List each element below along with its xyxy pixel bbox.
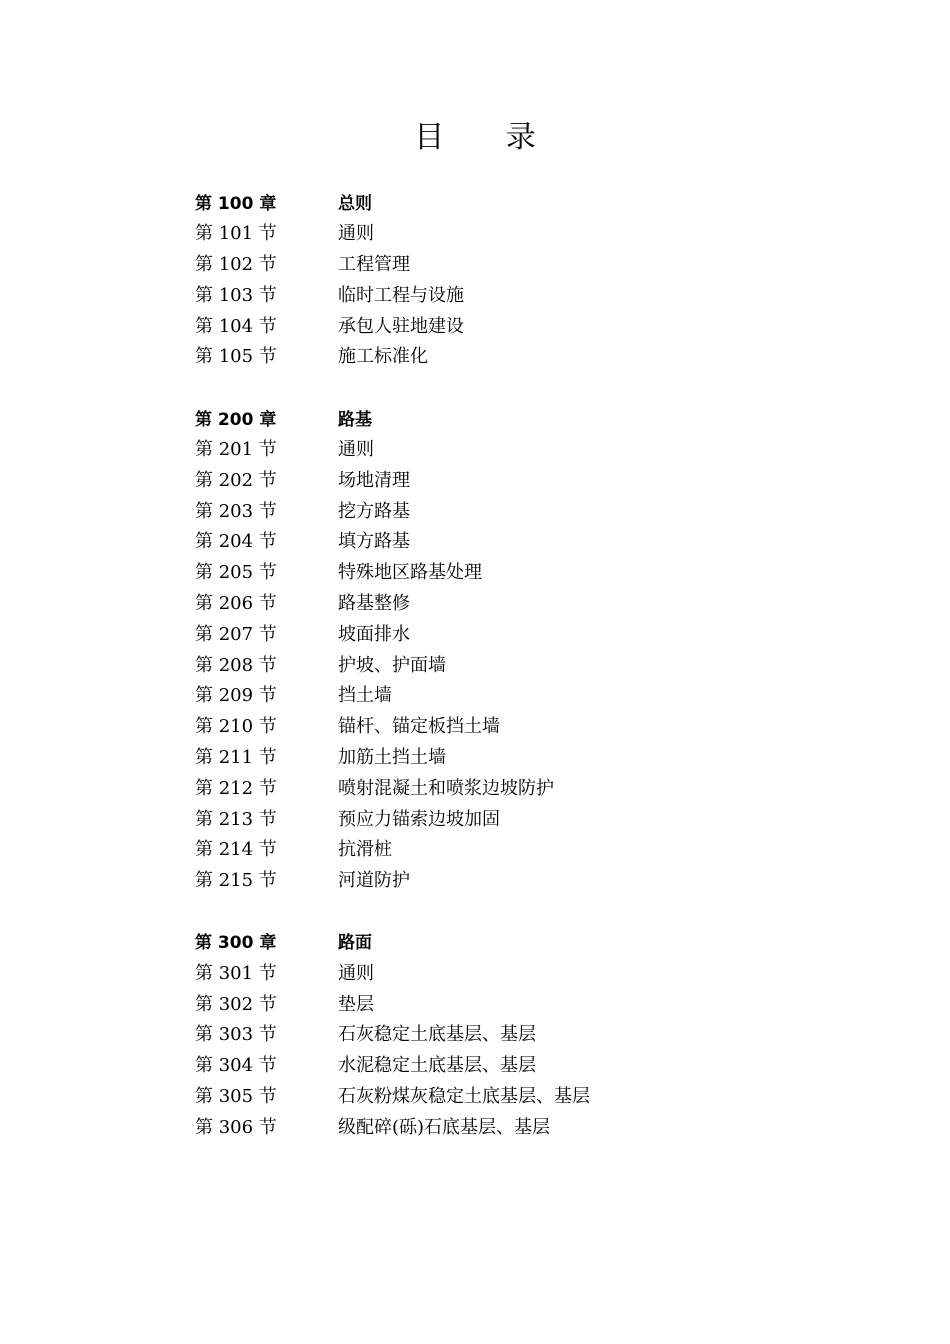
section-name: 喷射混凝土和喷浆边坡防护: [338, 777, 554, 799]
chapter-heading[interactable]: [195, 186, 795, 217]
chapter-200: [195, 402, 795, 895]
section-name: 场地清理: [338, 469, 410, 491]
section-number: 第 203 节: [195, 500, 277, 522]
chapter-number: 第 100 章: [195, 193, 277, 214]
section-name: 水泥稳定土底基层、基层: [338, 1055, 536, 1077]
table-of-contents: [195, 186, 795, 1172]
section-number: 第 102 节: [195, 253, 277, 275]
section-number: 第 201 节: [195, 438, 277, 460]
page-title: 目 录: [414, 120, 562, 155]
section-name: 挡土墙: [338, 685, 392, 707]
section-number: 第 211 节: [195, 746, 277, 768]
chapter-heading[interactable]: [195, 402, 795, 433]
section-number: 第 206 节: [195, 592, 277, 614]
section-name: 挖方路基: [338, 500, 410, 522]
section-number: 第 204 节: [195, 531, 277, 553]
section-number: 第 213 节: [195, 808, 277, 830]
section-name: 石灰稳定土底基层、基层: [338, 1024, 536, 1046]
section-name: 特殊地区路基处理: [338, 562, 482, 584]
toc-entry[interactable]: [195, 710, 795, 741]
section-name: 工程管理: [338, 253, 410, 275]
section-name: 路基整修: [338, 592, 410, 614]
toc-entry[interactable]: [195, 1018, 795, 1049]
toc-entry[interactable]: [195, 1080, 795, 1111]
toc-entry[interactable]: [195, 556, 795, 587]
section-name: 承包人驻地建设: [338, 315, 464, 337]
section-name: 抗滑桩: [338, 839, 392, 861]
section-number: 第 205 节: [195, 562, 277, 584]
section-name: 护坡、护面墙: [338, 654, 446, 676]
toc-entry[interactable]: [195, 1049, 795, 1080]
chapter-number: 第 300 章: [195, 933, 277, 954]
toc-entry[interactable]: [195, 587, 795, 618]
section-number: 第 214 节: [195, 839, 277, 861]
section-number: 第 202 节: [195, 469, 277, 491]
chapter-100: [195, 186, 795, 371]
section-name: 锚杆、锚定板挡土墙: [338, 716, 500, 738]
toc-entry[interactable]: [195, 987, 795, 1018]
toc-entry[interactable]: [195, 864, 795, 895]
section-name: 通则: [338, 223, 374, 245]
chapter-name: 路面: [338, 933, 372, 954]
toc-entry[interactable]: [195, 741, 795, 772]
chapter-number: 第 200 章: [195, 409, 277, 430]
section-name: 通则: [338, 962, 374, 984]
section-number: 第 301 节: [195, 962, 277, 984]
section-number: 第 215 节: [195, 870, 277, 892]
section-name: 填方路基: [338, 531, 410, 553]
toc-entry[interactable]: [195, 494, 795, 525]
chapter-300: [195, 926, 795, 1142]
chapter-heading[interactable]: [195, 926, 795, 957]
section-number: 第 209 节: [195, 685, 277, 707]
toc-entry[interactable]: [195, 278, 795, 309]
section-name: 级配碎(砾)石底基层、基层: [338, 1116, 551, 1138]
toc-entry[interactable]: [195, 1110, 795, 1141]
section-name: 加筋土挡土墙: [338, 746, 446, 768]
section-number: 第 303 节: [195, 1024, 277, 1046]
section-name: 通则: [338, 438, 374, 460]
toc-entry[interactable]: [195, 217, 795, 248]
toc-entry[interactable]: [195, 340, 795, 371]
toc-entry[interactable]: [195, 679, 795, 710]
toc-entry[interactable]: [195, 802, 795, 833]
toc-entry[interactable]: [195, 833, 795, 864]
toc-entry[interactable]: [195, 648, 795, 679]
section-name: 垫层: [338, 993, 374, 1015]
section-number: 第 304 节: [195, 1055, 277, 1077]
chapter-name: 总则: [338, 193, 372, 214]
section-number: 第 210 节: [195, 716, 277, 738]
section-number: 第 306 节: [195, 1116, 277, 1138]
toc-entry[interactable]: [195, 248, 795, 279]
section-number: 第 212 节: [195, 777, 277, 799]
section-number: 第 103 节: [195, 284, 277, 306]
toc-entry[interactable]: [195, 771, 795, 802]
section-name: 预应力锚索边坡加固: [338, 808, 500, 830]
section-name: 河道防护: [338, 870, 410, 892]
toc-entry[interactable]: [195, 525, 795, 556]
section-name: 临时工程与设施: [338, 284, 464, 306]
toc-entry[interactable]: [195, 617, 795, 648]
section-number: 第 208 节: [195, 654, 277, 676]
section-number: 第 104 节: [195, 315, 277, 337]
toc-entry[interactable]: [195, 309, 795, 340]
section-number: 第 305 节: [195, 1085, 277, 1107]
toc-entry[interactable]: [195, 956, 795, 987]
section-name: 施工标准化: [338, 346, 428, 368]
section-name: 石灰粉煤灰稳定土底基层、基层: [338, 1085, 590, 1107]
section-name: 坡面排水: [338, 623, 410, 645]
section-number: 第 105 节: [195, 346, 277, 368]
toc-entry[interactable]: [195, 463, 795, 494]
toc-entry[interactable]: [195, 433, 795, 464]
section-number: 第 207 节: [195, 623, 277, 645]
section-number: 第 302 节: [195, 993, 277, 1015]
chapter-name: 路基: [338, 409, 372, 430]
section-number: 第 101 节: [195, 223, 277, 245]
